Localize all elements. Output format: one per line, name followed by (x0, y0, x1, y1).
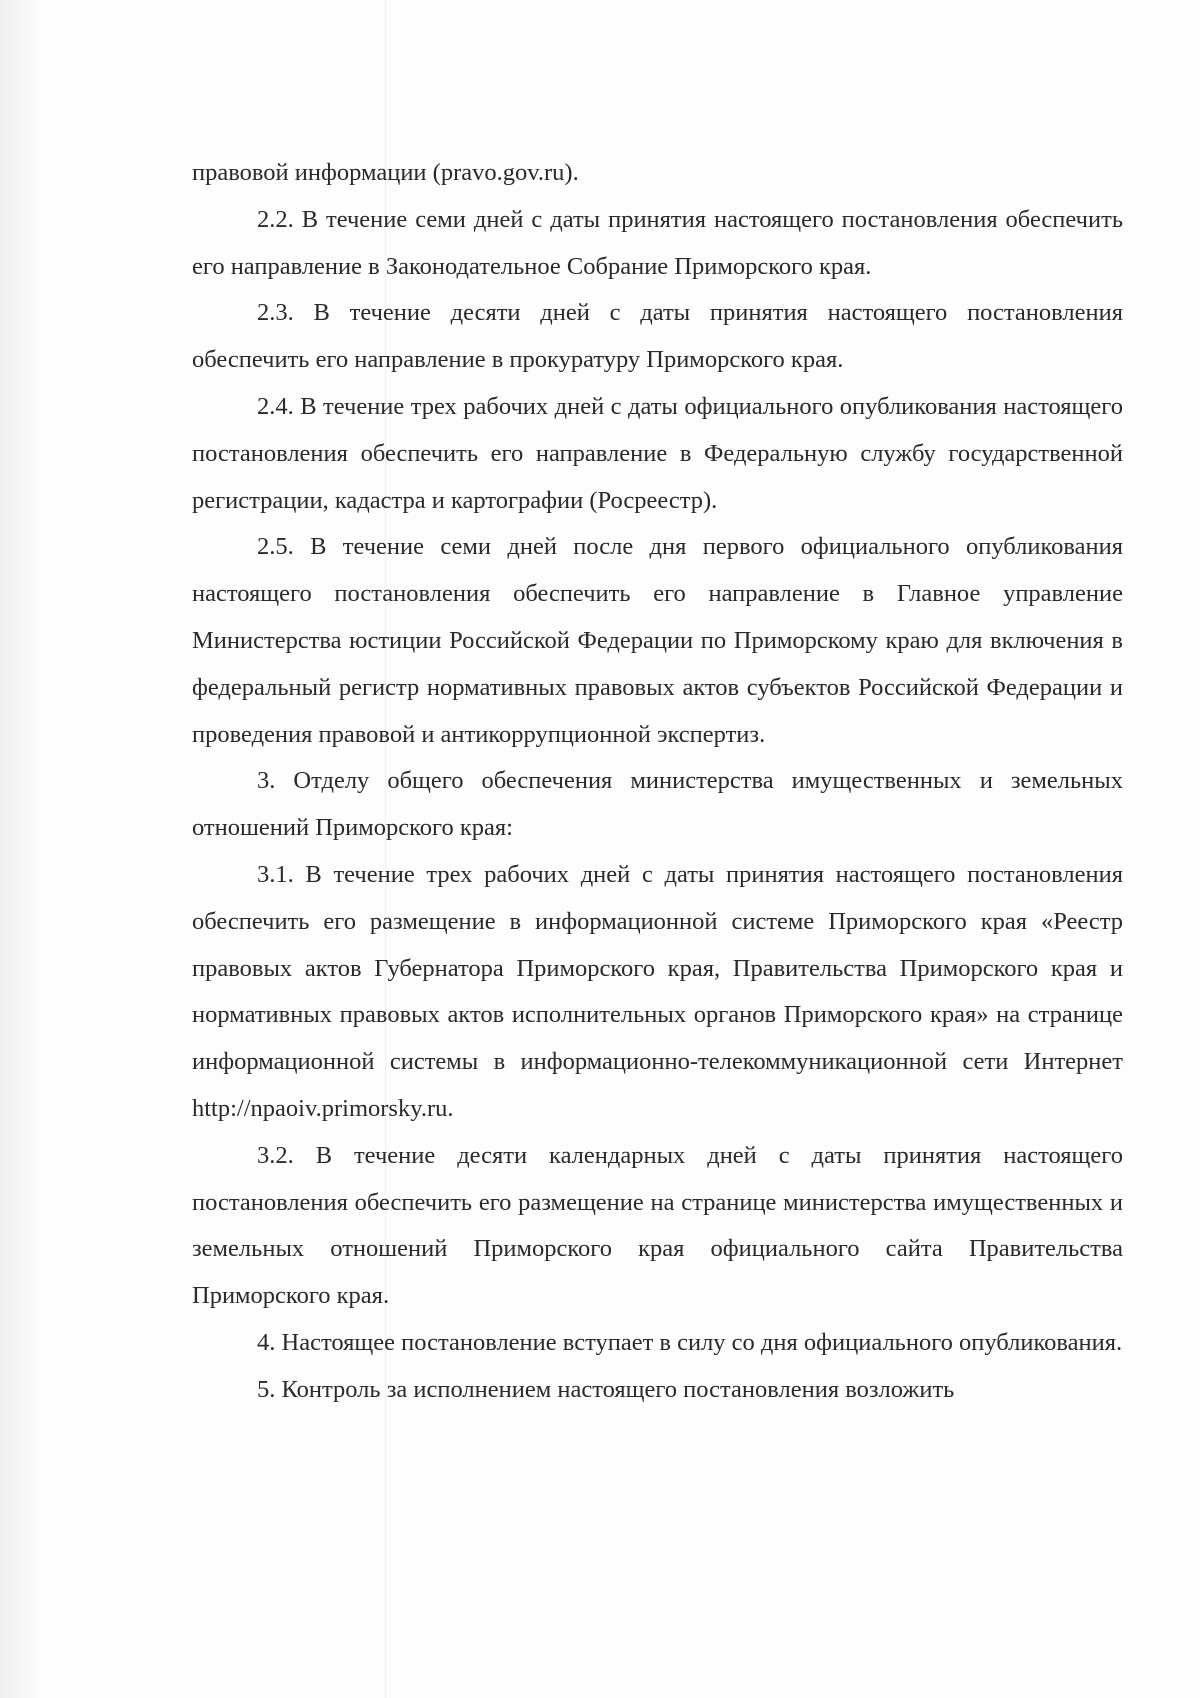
paragraph-2-3: 2.3. В течение десяти дней с даты принятия настоящего постановления обеспечить его направление в прокуратуру Приморского края. (192, 299, 1123, 374)
paragraph-3-1: 3.1. В течение трех рабочих дней с даты принятия настоящего постановления обеспечить его размещение в информационной системе Приморского края «Реестр правовых актов Губернатора Приморского края, Правительства Приморского края и нормативных правовых актов исполнительных органов Приморского края» на странице информационной системы в информационно-телекоммуникационной сети Интернет http://npaoiv.primorsky.ru. (192, 860, 1123, 1122)
paragraph-2-5: 2.5. В течение семи дней после дня первого официального опубликования настоящего постановления обеспечить его направление в Главное управление Министерства юстиции Российской Федерации по Приморскому краю для включения в федеральный регистр нормативных правовых актов субъектов Российской Федерации и проведения правовой и антикоррупционной экспертиз. (192, 533, 1123, 748)
paragraph-3-2: 3.2. В течение десяти календарных дней с даты принятия настоящего постановления обеспечить его размещение на странице министерства имущественных и земельных отношений Приморского края официального сайта Правительства Приморского края. (192, 1141, 1123, 1310)
scan-edge-shadow (0, 0, 40, 1698)
paragraph-2-2: 2.2. В течение семи дней с даты принятия настоящего постановления обеспечить его направление в Законодательное Собрание Приморского края. (192, 205, 1123, 280)
paragraph-3: 3. Отделу общего обеспечения министерства имущественных и земельных отношений Приморского края: (192, 767, 1123, 842)
paragraph-5: 5. Контроль за исполнением настоящего постановления возложить (257, 1375, 955, 1403)
document-body (192, 150, 1123, 1414)
paragraph-4: 4. Настоящее постановление вступает в силу со дня официального опубликования. (257, 1328, 1123, 1356)
paragraph-2-4: 2.4. В течение трех рабочих дней с даты официального опубликования настоящего постановления обеспечить его направление в Федеральную службу государственной регистрации, кадастра и картографии (Росреестр). (192, 392, 1123, 514)
paragraph-continuation: правовой информации (pravo.gov.ru). (192, 159, 579, 186)
